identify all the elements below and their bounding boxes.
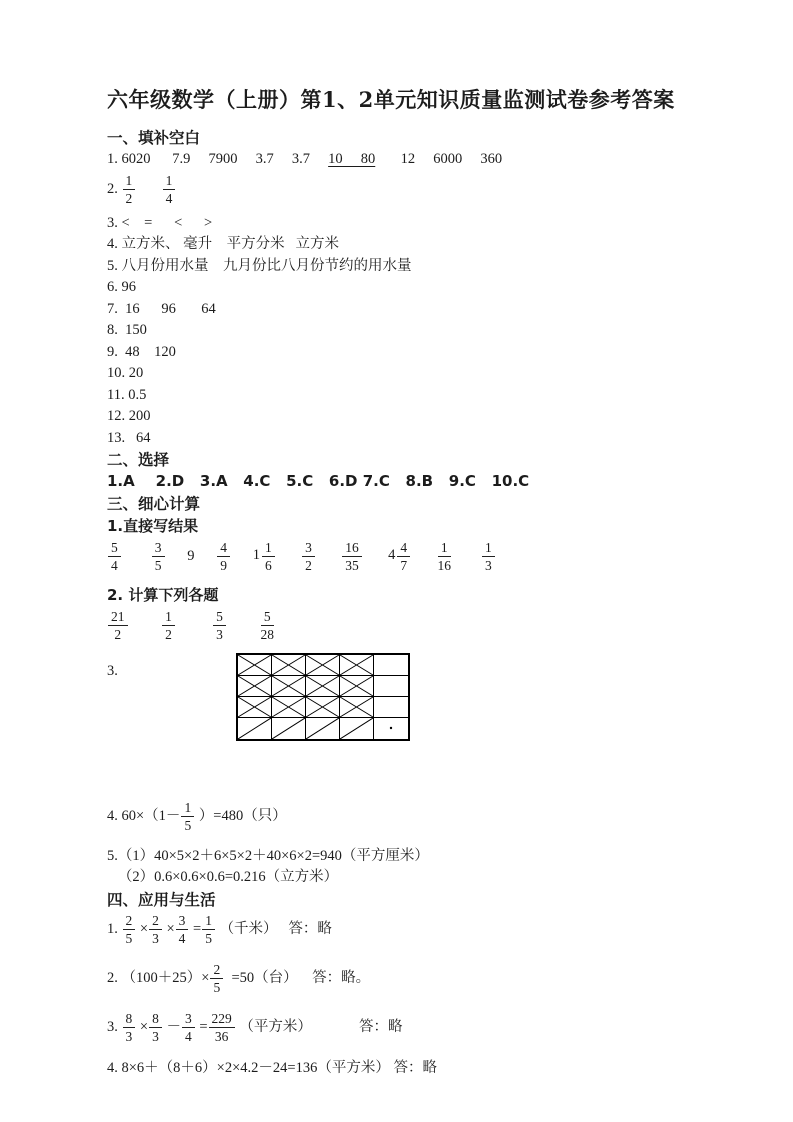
fraction: $\frac{3}{4}$ bbox=[175, 920, 190, 936]
text-run: （2）0.6×0.6×0.6=0.216（立方米） bbox=[107, 869, 339, 885]
s4-item-2 bbox=[107, 960, 743, 1002]
fraction: $\frac{8}{3}$ bbox=[122, 1018, 137, 1034]
fraction: $\frac{16}{35}$ bbox=[341, 547, 363, 563]
text-run: = bbox=[189, 920, 202, 937]
fraction: $\frac{1}{16}$ bbox=[437, 539, 451, 573]
s1-answer-13 bbox=[107, 428, 743, 450]
s3-subsection-2: 2. 计算下列各题 bbox=[107, 585, 219, 604]
text-run bbox=[363, 547, 388, 563]
fraction: $\frac{1}{4}$ bbox=[162, 180, 177, 196]
fraction: $\frac{1}{5}$ bbox=[180, 807, 195, 823]
grid-cell bbox=[272, 718, 306, 739]
grid-cell bbox=[340, 718, 374, 739]
underlined-text: 10 80 bbox=[328, 151, 376, 167]
grid-cell bbox=[306, 697, 340, 718]
s1-answer-9 bbox=[107, 342, 743, 364]
text-run: 2. bbox=[107, 180, 122, 197]
s3-item-5-part-1 bbox=[107, 846, 743, 868]
text-run: ）=480（只） bbox=[195, 807, 287, 824]
text-run: 4. 立方米、 毫升 平方分米 立方米 bbox=[107, 236, 339, 252]
text-run: 5.（1）40×5×2＋6×5×2＋40×6×2=940（平方厘米） bbox=[107, 847, 429, 864]
text-run: 8. 150 bbox=[107, 322, 147, 338]
fraction: $\frac{8}{3}$ bbox=[148, 1018, 163, 1034]
s1-answer-8 bbox=[107, 320, 743, 342]
grid-cell bbox=[374, 697, 408, 718]
s1-answer-3 bbox=[107, 213, 743, 235]
grid-cell bbox=[306, 676, 340, 697]
text-run: 5. 八月份用水量 九月份比八月份节约的用水量 bbox=[107, 257, 412, 274]
grid-cell bbox=[238, 718, 272, 739]
text-run: 1. 6020 7.9 7900 3.7 3.7 bbox=[107, 151, 329, 167]
s1-answer-1 bbox=[107, 149, 743, 171]
fraction: 4 $\frac{4}{7}$ bbox=[388, 547, 411, 563]
text-run bbox=[316, 547, 341, 563]
text-run bbox=[176, 616, 212, 632]
section-4-heading: 四、应用与生活 bbox=[107, 890, 216, 909]
s1-answer-4 bbox=[107, 234, 743, 256]
s2-choice-answers bbox=[107, 471, 743, 493]
fraction: 1 $\frac{1}{6}$ bbox=[253, 547, 276, 563]
text-run: 3. < = < > bbox=[107, 214, 213, 231]
text-run bbox=[122, 547, 151, 563]
text-run: 9 bbox=[165, 547, 217, 564]
text-run: 3. bbox=[107, 1018, 122, 1035]
text-run: 13. 64 bbox=[107, 429, 151, 446]
text-run: 10. 20 bbox=[107, 365, 144, 381]
grid-cell bbox=[238, 697, 272, 718]
s3-subsection-1: 1.直接写结果 bbox=[107, 516, 199, 535]
grid-cell bbox=[340, 676, 374, 697]
text-run bbox=[129, 616, 162, 632]
s3-calc-results-row bbox=[107, 607, 743, 649]
grid-cell bbox=[238, 676, 272, 697]
grid-cell bbox=[340, 655, 374, 676]
text-run: 4. 8×6＋（8＋6）×2×4.2－24=136（平方米） 答：略 bbox=[107, 1059, 437, 1076]
shaded-grid-figure bbox=[236, 653, 410, 741]
grid-cell bbox=[272, 676, 306, 697]
fraction: $\frac{21}{2}$ bbox=[107, 616, 129, 632]
fraction: $\frac{229}{36}$ bbox=[208, 1018, 236, 1034]
text-run: 9. 48 120 bbox=[107, 343, 176, 360]
fraction: $\frac{4}{9}$ bbox=[216, 547, 231, 563]
text-run bbox=[411, 547, 436, 563]
fraction: $\frac{5}{28}$ bbox=[260, 608, 274, 642]
fraction: $\frac{2}{3}$ bbox=[148, 920, 163, 936]
s1-answer-11 bbox=[107, 385, 743, 407]
text-run: × bbox=[136, 1018, 149, 1035]
fraction: $\frac{1}{2}$ bbox=[161, 616, 176, 632]
grid-cell bbox=[306, 718, 340, 739]
s3-direct-results-row bbox=[107, 538, 743, 580]
text-run: 2. （100＋25）× bbox=[107, 969, 210, 986]
fraction: $\frac{2}{5}$ bbox=[209, 969, 224, 985]
grid-cell bbox=[374, 655, 408, 676]
page-title: 六年级数学（上册）第1、2单元知识质量监测试卷参考答案 bbox=[107, 87, 675, 112]
fraction: $\frac{3}{2}$ bbox=[301, 547, 316, 563]
text-run: 1.A 2.D 3.A 4.C 5.C 6.D 7.C 8.B 9.C 10.C bbox=[107, 472, 530, 490]
s3-item-5-part-2 bbox=[107, 867, 743, 889]
grid-cell bbox=[340, 697, 374, 718]
fraction: $\frac{3}{5}$ bbox=[151, 547, 166, 563]
text-run: 6. 96 bbox=[107, 279, 136, 295]
text-run bbox=[452, 547, 481, 563]
text-run: × bbox=[162, 920, 175, 937]
s4-item-4 bbox=[107, 1058, 743, 1080]
section-2-heading: 二、选择 bbox=[107, 451, 170, 469]
grid-cell bbox=[374, 676, 408, 697]
section-3-heading: 三、细心计算 bbox=[107, 494, 201, 513]
text-run: 12. 200 bbox=[107, 408, 151, 424]
text-run: 7. 16 96 64 bbox=[107, 300, 216, 317]
text-run bbox=[231, 547, 253, 563]
s1-answer-10 bbox=[107, 363, 743, 385]
s1-answer-5 bbox=[107, 256, 743, 278]
text-run: 11. 0.5 bbox=[107, 386, 147, 403]
whole-number: 1 bbox=[252, 547, 260, 564]
s4-item-3 bbox=[107, 1009, 743, 1051]
s1-answer-2 bbox=[107, 171, 743, 213]
fraction: $\frac{1}{5}$ bbox=[201, 920, 216, 936]
fraction: $\frac{5}{4}$ bbox=[107, 547, 122, 563]
text-run: （平方米） 答：略 bbox=[235, 1018, 403, 1035]
fraction: $\frac{5}{3}$ bbox=[212, 616, 227, 632]
text-run bbox=[136, 180, 161, 196]
s1-answer-6 bbox=[107, 277, 743, 299]
s3-item-4 bbox=[107, 798, 743, 840]
whole-number: 4 bbox=[388, 547, 396, 564]
text-run: 1. bbox=[107, 920, 122, 937]
grid-cell bbox=[272, 655, 306, 676]
text-run bbox=[227, 616, 260, 632]
text-run: × bbox=[136, 920, 149, 937]
fraction: $\frac{2}{5}$ bbox=[122, 920, 137, 936]
s4-item-1 bbox=[107, 911, 743, 953]
s1-answer-12 bbox=[107, 406, 743, 428]
fraction: $\frac{3}{4}$ bbox=[181, 1018, 196, 1034]
text-run: = bbox=[195, 1018, 208, 1035]
grid-cell bbox=[238, 655, 272, 676]
text-run: 12 6000 360 bbox=[375, 151, 503, 167]
grid-cell bbox=[306, 655, 340, 676]
text-run: =50（台） 答：略。 bbox=[224, 969, 371, 986]
s3-item-3-label: 3. bbox=[107, 662, 118, 679]
text-run: 4. 60×（1－ bbox=[107, 807, 181, 824]
fraction: $\frac{1}{3}$ bbox=[481, 547, 496, 563]
s3-item-3 bbox=[107, 653, 743, 741]
s1-answer-7 bbox=[107, 299, 743, 321]
text-run bbox=[276, 547, 301, 563]
fraction: $\frac{1}{2}$ bbox=[122, 180, 137, 196]
grid-cell bbox=[272, 697, 306, 718]
text-run: （千米） 答：略 bbox=[215, 920, 332, 937]
section-1-heading: 一、填补空白 bbox=[107, 129, 201, 147]
text-run: － bbox=[162, 1018, 181, 1035]
grid-cell bbox=[374, 718, 408, 739]
